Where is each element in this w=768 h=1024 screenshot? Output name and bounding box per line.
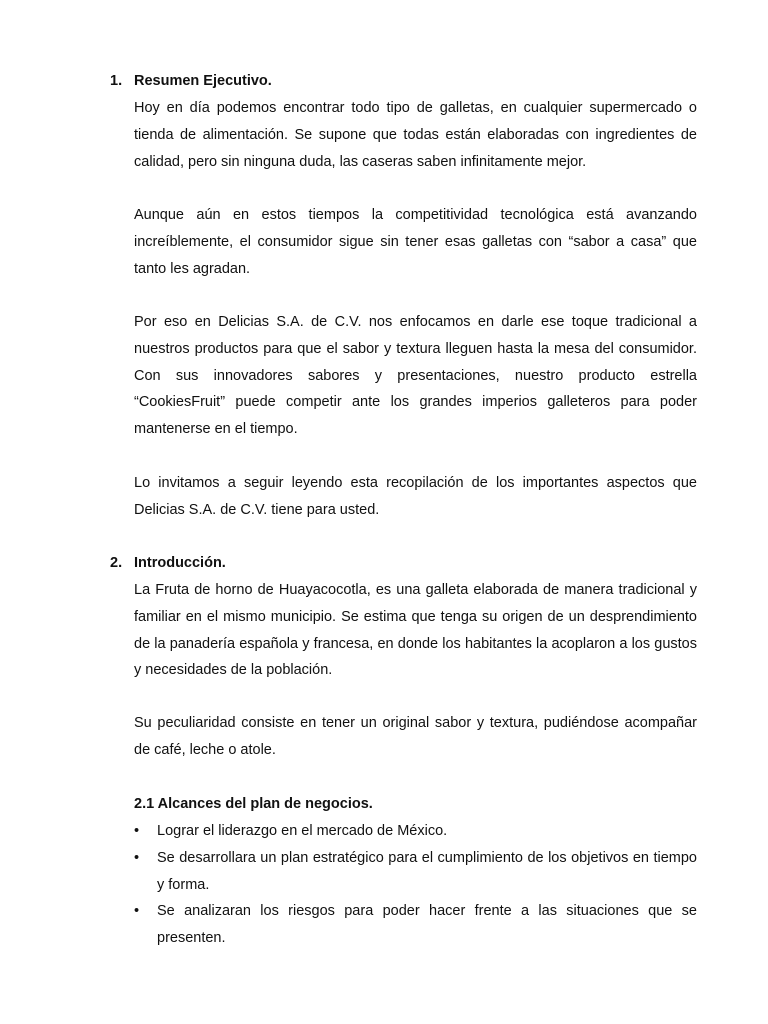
section-number: 2.: [110, 555, 123, 571]
section-title: Introducción.: [134, 555, 226, 571]
subsection-heading-alcances: 2.1 Alcances del plan de negocios.: [134, 796, 373, 812]
paragraph-resumen-3: Por eso en Delicias S.A. de C.V. nos enfocamos en darle ese toque tradicional a nuestros productos para que el sabor y textura lleguen hasta la mesa del consumidor. Con sus innovadores sabores y presentaciones, nuestro producto estrella “CookiesFruit” puede competir ante los grandes imperios galleteros para poder mantenerse en el tiempo.: [134, 314, 697, 438]
paragraph-introduccion-1: La Fruta de horno de Huayacocotla, es una galleta elaborada de manera tradicional y familiar en el mismo municipio. Se estima que tenga su origen de un desprendimiento de la panadería española y francesa, en donde los habitantes la acoplaron a los gustos y necesidades de la población.: [134, 582, 697, 679]
alcances-list: [134, 818, 697, 952]
paragraph-introduccion-2: Su peculiaridad consiste en tener un original sabor y textura, pudiéndose acompañar de café, leche o atole.: [134, 715, 697, 758]
section-title: Resumen Ejecutivo.: [134, 73, 272, 89]
bullet-icon: •: [134, 823, 140, 839]
bullet-icon: •: [134, 903, 140, 920]
list-item: [134, 845, 697, 899]
paragraph-resumen-1: Hoy en día podemos encontrar todo tipo de galletas, en cualquier supermercado o tienda de alimentación. Se supone que todas están elaboradas con ingredientes de calidad, pero sin ninguna duda, las caseras saben infinitamente mejor.: [134, 100, 697, 170]
section-heading-introduccion: [110, 550, 226, 576]
paragraph-resumen-4: Lo invitamos a seguir leyendo esta recopilación de los importantes aspectos que Delicias S.A. de C.V. tiene para usted.: [134, 475, 697, 518]
bullet-icon: •: [134, 849, 140, 866]
section-heading-resumen: [110, 68, 272, 94]
list-item: [134, 818, 697, 845]
paragraph-resumen-2: Aunque aún en estos tiempos la competitividad tecnológica está avanzando increíblemente, el consumidor sigue sin tener esas galletas con “sabor a casa” que tanto les agradan.: [134, 207, 697, 277]
section-number: 1.: [110, 73, 123, 89]
list-item: [134, 898, 697, 952]
list-item-text: Se desarrollara un plan estratégico para el cumplimiento de los objetivos en tiempo y forma.: [157, 849, 697, 893]
list-item-text: Lograr el liderazgo en el mercado de México.: [157, 823, 448, 839]
list-item-text: Se analizaran los riesgos para poder hacer frente a las situaciones que se presenten.: [157, 903, 697, 947]
